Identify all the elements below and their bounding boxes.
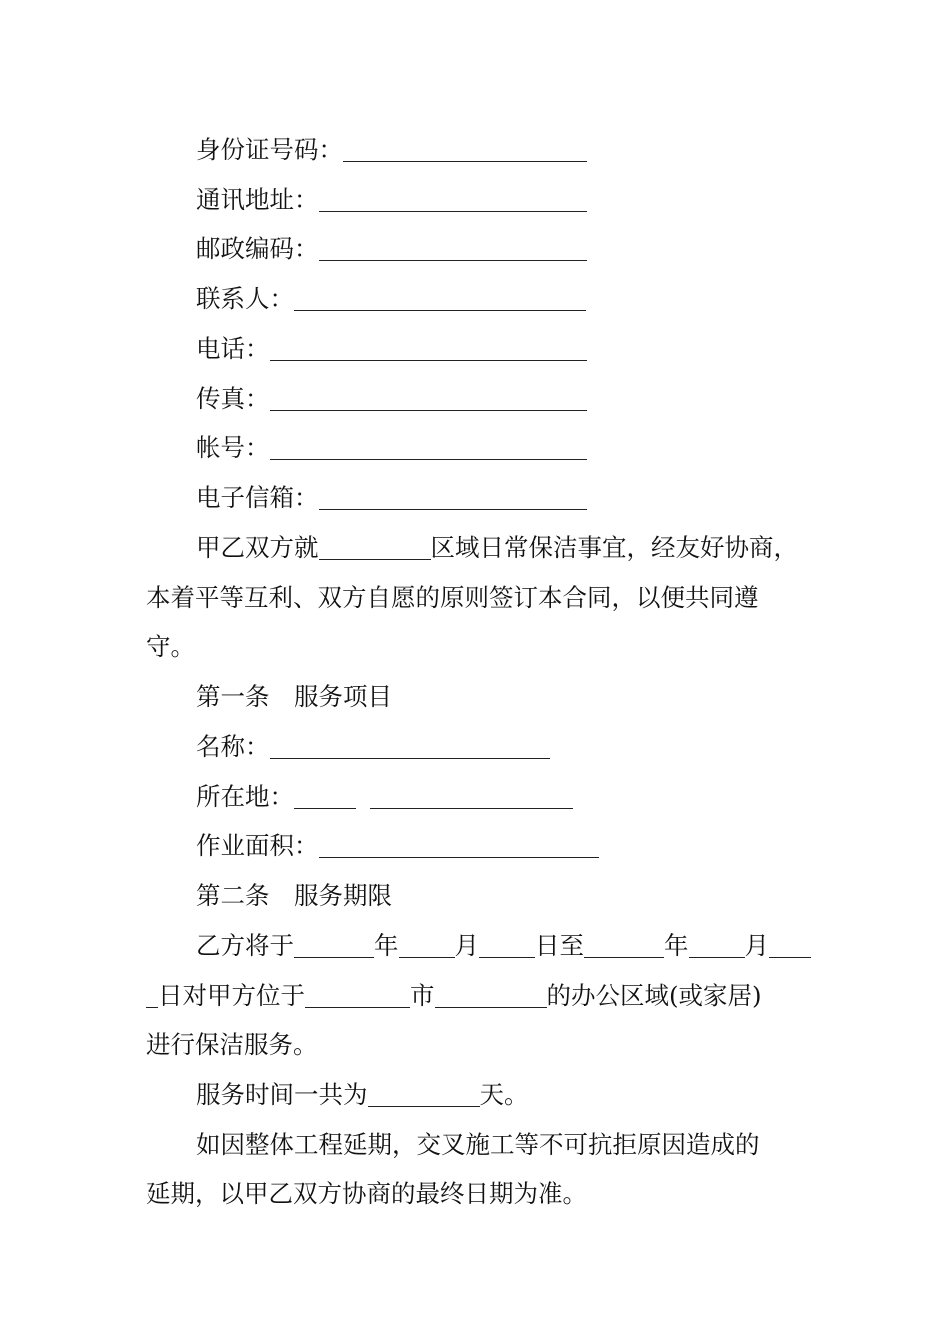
article-2-heading: 第二条 服务期限 — [196, 881, 392, 910]
intro-text: 区域日常保洁事宜，经友好协商， — [430, 533, 798, 562]
field-blank — [319, 189, 587, 212]
field-label: 身份证号码： — [196, 135, 343, 164]
field-label: 传真： — [196, 384, 270, 413]
email-field — [196, 483, 587, 513]
field-blank — [319, 238, 587, 261]
day-blank — [479, 935, 535, 958]
term-text: 的办公区域(或家居) — [546, 981, 762, 1010]
term-text: 年 — [664, 931, 689, 960]
day-blank — [769, 935, 811, 958]
term-line-2 — [146, 981, 762, 1011]
term-text: 乙方将于 — [196, 931, 294, 960]
location-field — [196, 782, 573, 812]
field-label: 电子信箱： — [196, 483, 319, 512]
id-number-field — [196, 135, 587, 165]
field-blank — [270, 437, 587, 460]
field-label: 名称： — [196, 732, 270, 761]
place-blank — [435, 985, 547, 1008]
field-label: 邮政编码： — [196, 234, 319, 263]
field-label: 所在地： — [196, 782, 294, 811]
month-blank — [689, 935, 745, 958]
field-label: 作业面积： — [196, 831, 319, 860]
account-field — [196, 433, 587, 463]
intro-text: 甲乙双方就 — [196, 533, 319, 562]
year-blank — [294, 935, 374, 958]
field-label: 通讯地址： — [196, 185, 319, 214]
field-label: 电话： — [196, 334, 270, 363]
service-name-field — [196, 732, 550, 762]
field-blank — [319, 487, 587, 510]
field-label: 帐号： — [196, 433, 270, 462]
term-line-1 — [196, 931, 811, 961]
term-text: 年 — [374, 931, 399, 960]
days-blank — [368, 1084, 480, 1107]
term-text: 月 — [454, 931, 479, 960]
term-text: 日至 — [535, 931, 584, 960]
contact-person-field — [196, 284, 586, 314]
article-1-heading: 第一条 服务项目 — [196, 682, 392, 711]
intro-line-1 — [196, 533, 798, 563]
year-blank — [584, 935, 664, 958]
delay-line-1: 如因整体工程延期，交叉施工等不可抗拒原因造成的 — [196, 1130, 760, 1159]
term-text: 天。 — [479, 1080, 529, 1109]
city-blank — [305, 985, 410, 1008]
term-text: 服务时间一共为 — [196, 1080, 368, 1109]
field-blank — [270, 388, 587, 411]
field-blank — [270, 736, 550, 759]
postcode-field — [196, 234, 587, 264]
field-blank — [294, 288, 586, 311]
phone-field — [196, 334, 587, 364]
term-text: 市 — [410, 981, 435, 1010]
field-blank — [294, 786, 356, 809]
intro-line-2: 本着平等互利、双方自愿的原则签订本合同，以便共同遵 — [146, 583, 759, 612]
month-blank — [399, 935, 455, 958]
total-time-line — [196, 1080, 529, 1110]
delay-line-2: 延期，以甲乙双方协商的最终日期为准。 — [146, 1179, 587, 1208]
field-blank — [319, 835, 599, 858]
term-text: 日对甲方位于 — [158, 981, 305, 1010]
term-line-3: 进行保洁服务。 — [146, 1030, 318, 1059]
region-blank — [319, 537, 431, 560]
term-text: 月 — [744, 931, 769, 960]
intro-line-3: 守。 — [146, 632, 195, 661]
field-blank — [270, 338, 587, 361]
day-blank — [146, 985, 158, 1008]
work-area-field — [196, 831, 599, 861]
address-field — [196, 185, 587, 215]
field-blank — [343, 139, 587, 162]
fax-field — [196, 384, 587, 414]
field-label: 联系人： — [196, 284, 294, 313]
field-blank — [370, 786, 573, 809]
